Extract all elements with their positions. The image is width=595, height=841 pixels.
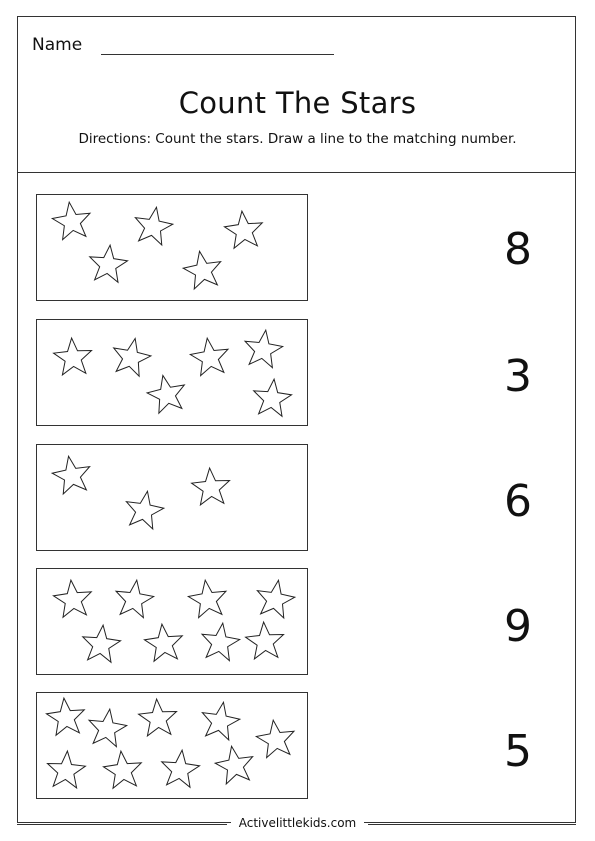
worksheet-title: Count The Stars <box>178 86 417 120</box>
star-icon <box>251 377 293 417</box>
star-icon <box>181 248 225 290</box>
star-icon <box>223 209 265 249</box>
match-number-2[interactable]: 3 <box>504 351 532 402</box>
match-number-5[interactable]: 5 <box>504 726 532 777</box>
match-number-3[interactable]: 6 <box>504 476 532 527</box>
star-icon <box>102 749 144 789</box>
star-box-2[interactable] <box>36 319 308 426</box>
star-group <box>37 569 309 676</box>
star-icon <box>87 243 129 283</box>
star-icon <box>50 453 94 495</box>
star-icon <box>144 371 189 414</box>
star-icon <box>245 621 285 660</box>
star-icon <box>122 488 166 530</box>
star-icon <box>191 467 231 506</box>
star-icon <box>131 204 175 246</box>
star-box-1[interactable] <box>36 194 308 301</box>
star-icon <box>45 696 87 736</box>
star-icon <box>138 698 178 737</box>
star-icon <box>46 750 86 789</box>
star-icon <box>50 200 93 241</box>
star-icon <box>52 578 94 618</box>
star-icon <box>113 578 156 619</box>
star-group <box>37 195 309 302</box>
footer-site <box>0 816 595 830</box>
star-icon <box>143 622 185 662</box>
star-icon <box>80 623 122 663</box>
star-icon <box>253 577 297 619</box>
star-icon <box>198 699 242 741</box>
star-group <box>37 320 309 427</box>
star-icon <box>109 334 154 377</box>
directions-text: Directions: Count the stars. Draw a line to the matching number. <box>78 131 517 147</box>
star-group <box>37 693 309 800</box>
match-number-1[interactable]: 8 <box>504 224 532 275</box>
footer-site-label: Activelittlekids.com <box>231 816 365 830</box>
match-number-4[interactable]: 9 <box>504 601 532 652</box>
star-icon <box>213 743 257 785</box>
star-box-5[interactable] <box>36 692 308 799</box>
star-icon <box>188 336 231 377</box>
star-box-4[interactable] <box>36 568 308 675</box>
star-icon <box>86 707 129 748</box>
name-label: Name <box>32 35 83 55</box>
star-icon <box>242 328 285 369</box>
star-icon <box>254 718 297 759</box>
star-icon <box>159 748 201 788</box>
header-divider <box>17 172 576 173</box>
name-write-line[interactable] <box>101 54 334 55</box>
star-box-3[interactable] <box>36 444 308 551</box>
star-icon <box>199 621 242 662</box>
star-icon <box>53 337 93 376</box>
star-group <box>37 445 309 552</box>
star-icon <box>186 578 229 619</box>
